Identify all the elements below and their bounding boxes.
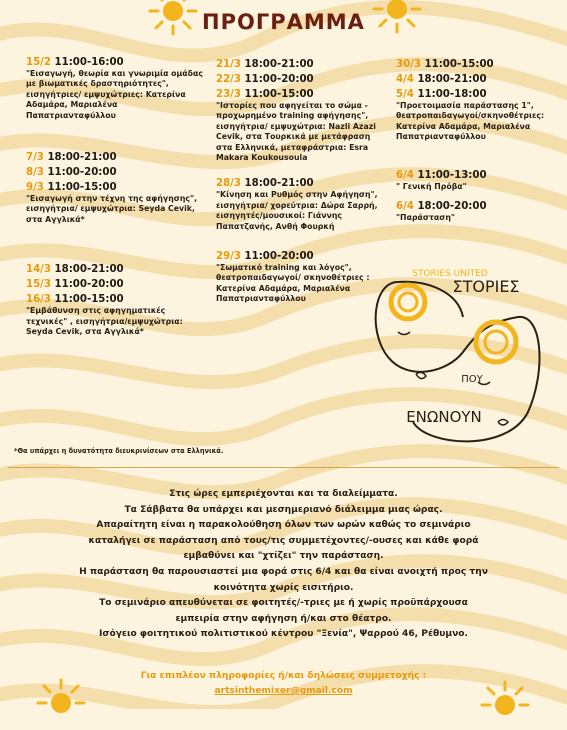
session-date: 21/3 [216, 59, 241, 70]
schedule-column-1 [26, 56, 204, 341]
session-item [396, 200, 556, 223]
stories-united-logo [368, 262, 548, 454]
logo-word-2: ΠΟΥ [461, 374, 483, 385]
session-description: "Παράσταση" [396, 213, 455, 223]
session-item [216, 88, 384, 163]
session-date: 23/3 [216, 89, 241, 100]
info-line: καταλήγει σε παράσταση από τους/τις συμμετέχοντες/-ουσες και κάθε φορά [88, 535, 479, 546]
session-date: 15/3 [26, 279, 51, 291]
session-date: 8/3 [26, 167, 44, 179]
info-line: εμπειρία στην αφήγηση ή/και στο θέατρο. [175, 613, 392, 624]
divider [8, 467, 559, 468]
session-item [26, 166, 204, 179]
session-time: 11:00-15:00 [424, 59, 494, 70]
info-line: Τα Σάββατα θα υπάρχει και μεσημεριανό διάλειμμα μιας ώρας. [124, 504, 443, 515]
session-time: 11:00-18:00 [417, 89, 487, 100]
session-date: 22/3 [216, 74, 241, 85]
session-item [396, 58, 556, 71]
schedule-column-3 [396, 58, 556, 227]
contact-block [30, 669, 537, 699]
session-date: 16/3 [26, 294, 51, 306]
info-line: εμβαθύνει και "χτίζει" την παράσταση. [183, 551, 384, 562]
session-date: 9/3 [26, 182, 44, 194]
session-date: 28/3 [216, 178, 241, 190]
session-item [26, 56, 204, 121]
session-time: 18:00-21:00 [54, 264, 124, 276]
session-item [26, 151, 204, 164]
session-item [26, 263, 204, 276]
info-block [30, 487, 537, 643]
info-line: Το σεμινάριο απευθύνεται σε φοιτητές/-τριες με ή χωρίς προϋπάρχουσα [99, 598, 468, 609]
schedule-column-2 [216, 58, 384, 309]
session-time: 18:00-21:00 [47, 152, 117, 164]
session-time: 18:00-21:00 [244, 178, 314, 190]
session-time: 11:00-20:00 [47, 167, 117, 179]
session-time: 11:00-20:00 [54, 279, 124, 291]
session-time: 11:00-20:00 [244, 74, 314, 85]
session-item [216, 177, 384, 232]
session-date: 6/4 [396, 201, 414, 213]
session-date: 6/4 [396, 169, 414, 181]
session-time: 18:00-20:00 [417, 201, 487, 213]
email-link[interactable]: artsinthemixer@gmail.com [214, 686, 353, 696]
session-time: 11:00-13:00 [417, 169, 487, 181]
session-description: "Σωματικό training και λόγος", θεατροπαιδαγωγοί/ σκηνοθέτριες : Κατερίνα Αδαμάρα, Μαριαλένα Παπατριανταφύλλου [216, 263, 370, 304]
session-date: 30/3 [396, 59, 421, 70]
session-item [26, 278, 204, 291]
session-time: 18:00-21:00 [244, 59, 314, 70]
logo-top-text: STORIES UNITED [412, 269, 488, 279]
session-date: 7/3 [26, 152, 44, 164]
info-line: Απαραίτητη είναι η παρακολούθηση όλων των ωρών καθώς το σεμινάριο [96, 520, 471, 531]
session-item [216, 73, 384, 86]
session-description: "Προετοιμασία παράστασης 1", θεατροπαιδαγωγοί/σκηνοθέτριες: Κατερίνα Αδαμάρα, Μαριαλένα Παπατριανταφύλλου [396, 101, 545, 142]
session-item [396, 73, 556, 86]
logo-word-3: ΕΝΩΝΟΥΝ [406, 408, 482, 426]
session-date: 4/4 [396, 74, 414, 85]
session-time: 11:00-20:00 [244, 251, 314, 263]
session-item [396, 169, 556, 192]
session-item [216, 58, 384, 71]
session-description: "Εμβάθυνση στις αφηγηματικές τεχνικές" , εισηγήτρια/εμψυχώτρια: Seyda Cevik, στα Αγγλικά* [26, 306, 183, 337]
session-description: "Ιστορίες που αφηγείται το σώμα - προχωρημένο training αφήγησης", εισηγήτρια/ εμψυχώτρια: Nazli Azazi Cevik, στα Τουρκικά με μετάφραση στα Ελληνικά, μεταφράστρια: Esra Makara Koukousoula [216, 101, 376, 163]
session-description: "Κίνηση και Ρυθμός στην Αφήγηση", εισηγήτρια/ χορεύτρια: Δώρα Σαρρή, εισηγητές/μουσικοί: Γιάννης Παπατζανής, Ανθή Φουρκή [216, 190, 378, 231]
footnote: *Θα υπάρχει η δυνατότητα διευκρινίσεων στα Ελληνικά. [14, 447, 224, 455]
session-description: "Εισαγωγή, θεωρία και γνωριμία ομάδας με βιωματικές δραστηριότητες", εισηγήτριες/ εμψυχώτριες: Κατερίνα Αδαμάρα, Μαριαλένα Παπατριανταφύλλου [26, 69, 203, 120]
session-time: 18:00-21:00 [417, 74, 487, 85]
info-line: κοινότητα χωρίς εισιτήριο. [213, 582, 354, 593]
info-line: Στις ώρες εμπεριέχονται και τα διαλείμματα. [169, 489, 398, 499]
session-time: 11:00-15:00 [54, 294, 124, 306]
session-description: " Γενική Πρόβα" [396, 181, 467, 191]
session-time: 11:00-16:00 [54, 57, 124, 68]
session-time: 11:00-15:00 [244, 89, 314, 100]
session-description: "Εισαγωγή στην τέχνη της αφήγησης", εισηγήτρια/ εμψυχώτρια: Seyda Cevik, στα Αγγλικά* [26, 194, 198, 224]
page-title: ΠΡΟΓΡΑΜΜΑ [202, 10, 365, 34]
session-item [26, 293, 204, 337]
session-date: 5/4 [396, 89, 414, 100]
session-item [26, 181, 204, 225]
session-date: 14/3 [26, 264, 51, 276]
contact-line: Για επιπλέον πληροφορίες ή/και δηλώσεις συμμετοχής : [140, 671, 427, 681]
session-time: 11:00-15:00 [47, 182, 117, 194]
session-item [216, 250, 384, 305]
session-date: 29/3 [216, 251, 241, 263]
session-date: 15/2 [26, 57, 51, 68]
info-line: Ισόγειο φοιτητικού πολιτιστικού κέντρου "Ξενία", Ψαρρού 46, Ρέθυμνο. [99, 629, 468, 640]
logo-word-1: ΣΤΟΡΙΕΣ [452, 277, 520, 296]
session-item [396, 88, 556, 143]
info-line: Η παράσταση θα παρουσιαστεί μια φορά στις 6/4 και θα είναι ανοιχτή προς την [79, 566, 488, 577]
